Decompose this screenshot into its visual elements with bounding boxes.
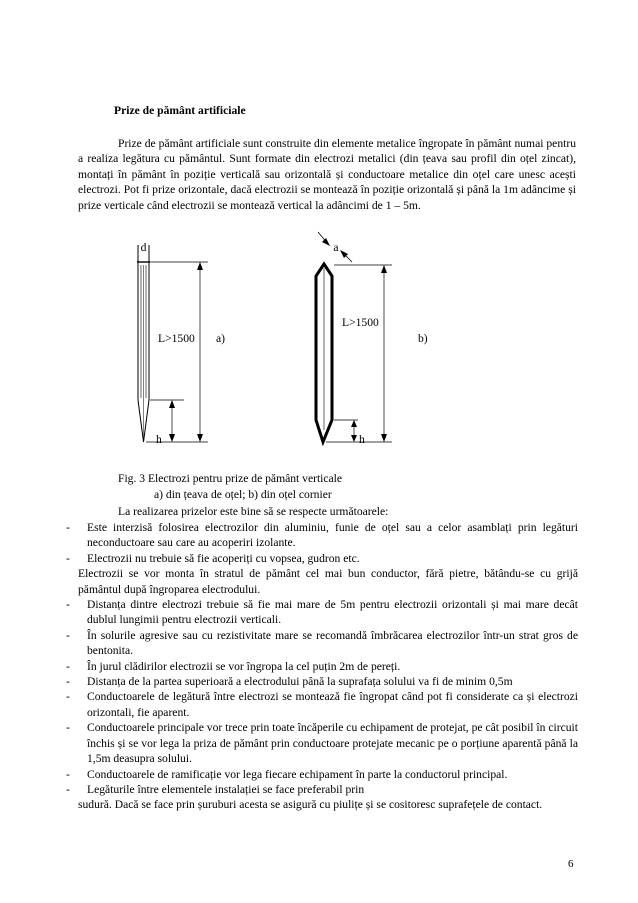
list-item: - Este interzisă folosirea electrozilor din aluminiu, funie de oțel sau a celor asamblați prin legături neconductoare sau care au acoperiri izolante.	[66, 521, 578, 550]
section-title: Prize de pământ artificiale	[114, 104, 246, 117]
list-item: - Distanța dintre electrozi trebuie să fie mai mare de 5m pentru electrozii orizontali și mai mare decât dublul lungimii pentru electrozii verticali.	[66, 598, 578, 627]
list-item: - În solurile agresive sau cu rezistivitate mare se recomandă îmbrăcarea electrozilor într-un strat gros de bentonita.	[66, 628, 578, 658]
bullet-dash: -	[66, 782, 70, 796]
rules-intro: La realizarea prizelor este bine să se respecte următoarele:	[118, 505, 389, 518]
bullet-dash: -	[66, 598, 70, 612]
page-number: 6	[568, 858, 574, 870]
bullet-dash: -	[66, 659, 70, 673]
list-item: - Distanța de la partea superioară a electrodului până la suprafața solului va fi de minim 0,5m	[66, 675, 513, 689]
diameter-label-a: d	[140, 241, 147, 254]
length-label-b: L>1500	[342, 316, 379, 329]
intro-paragraph: Prize de pământ artificiale sunt construite din elemente metalice îngropate în pământ numai pentru a realiza legătura cu pământul. Sunt formate din electrozi metalici (din țeava sau profil din oțel zincat), montați în pământ în poziție verticală sau orizontală și conductoare metalice din oțel care unesc acești electrozi. Pot fi prize orizontale, dacă electrozii se montează în poziție orizontală și până la 1m adâncime și prize verticale când electrozii se montează vertical la adâncimi de 1 – 5m.	[78, 137, 576, 212]
figure-caption: Fig. 3 Electrozi pentru prize de pământ verticale	[118, 472, 343, 485]
bullet-dash: -	[66, 675, 70, 689]
list-item: - Legăturile între elementele instalației se face preferabil prin	[66, 782, 365, 796]
bullet-dash: -	[66, 721, 70, 735]
length-label-a: L>1500	[158, 332, 195, 345]
list-item: - Conductoarele principale vor trece prin toate încăperile cu echipament de protejat, pe cât posibil în circuit închis și se vor lega la priza de pământ prin conductoare protejate mecanic pe o porțiune aparentă până la 1,5m deasupra solului.	[66, 721, 578, 766]
bullet-dash: -	[66, 690, 70, 704]
bullet-dash: -	[66, 551, 70, 565]
dimension-arrows-a	[169, 262, 203, 442]
bullet-dash: -	[66, 767, 70, 781]
list-item: - Electrozii nu trebuie să fie acoperiți cu vopsea, gudron etc.	[66, 551, 360, 565]
figure-tag-b: b)	[418, 332, 428, 345]
height-label-a: h	[156, 433, 162, 446]
electrode-b	[316, 232, 392, 442]
width-label-b: a	[333, 241, 339, 254]
list-item: - În jurul clădirilor electrozii se vor îngropa la cel puțin 2m de pereți.	[66, 659, 401, 673]
list-item: - Conductoarele de ramificație vor lega fiecare echipament în parte la conductorul principal.	[66, 767, 508, 781]
bullet-dash: -	[66, 628, 70, 642]
rules-list	[66, 520, 578, 813]
list-paragraph: Electrozii se vor monta în stratul de pământ cel mai bun conductor, fără pietre, bătându-se cu grijă pământul după îngroparea electrodului.	[78, 567, 578, 596]
height-label-b: h	[359, 433, 365, 446]
figure-caption-sub: a) din țeava de oțel; b) din oțel cornier	[154, 488, 332, 501]
list-item: - Conductoarele de legătură între electrozi se montează fie îngropat când pot fi considerate ca și electrozi orizontali, fie aparent.	[66, 690, 578, 719]
figure-tag-a: a)	[216, 332, 226, 345]
bullet-dash: -	[66, 521, 70, 534]
list-paragraph: sudură. Dacă se face prin șuruburi acesta se asigură cu piulițe și se cositoresc suprafețele de contact.	[78, 798, 543, 812]
